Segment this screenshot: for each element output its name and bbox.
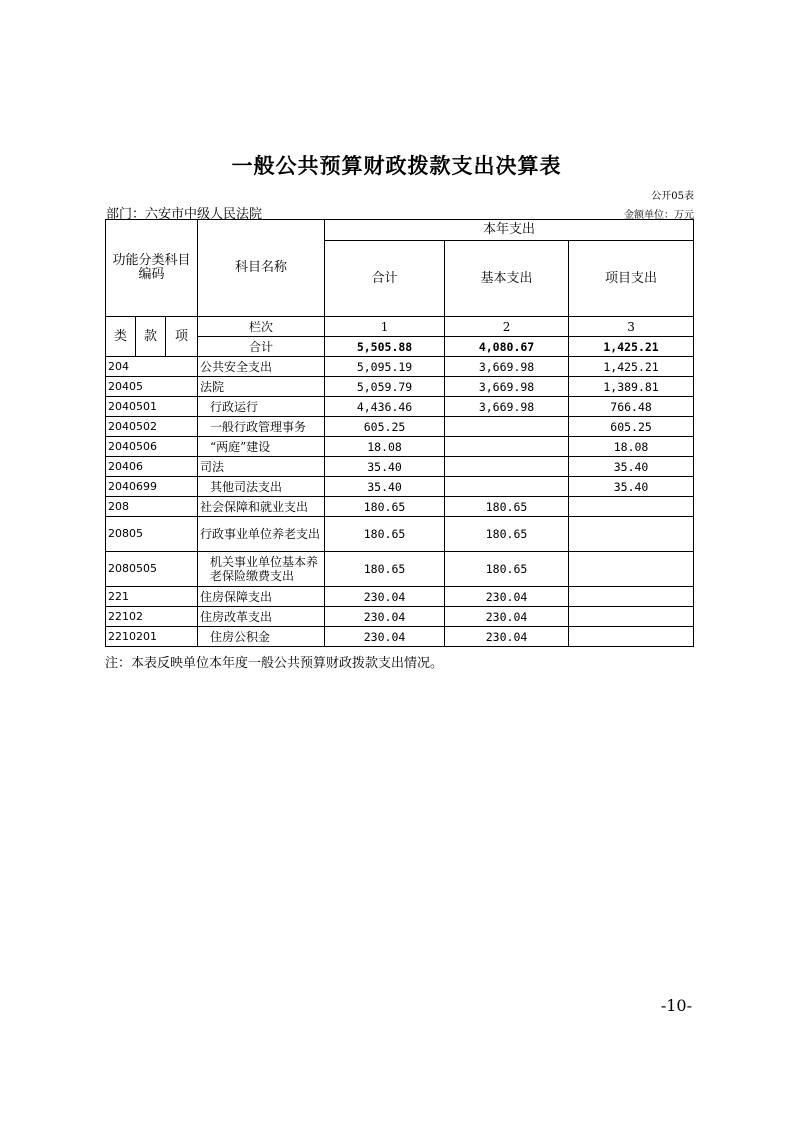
row-total: 180.65: [325, 497, 445, 517]
row-project: 605.25: [569, 417, 694, 437]
table-row: [106, 552, 694, 587]
total-row-label: 合计: [198, 337, 325, 357]
row-basic: 230.04: [445, 607, 569, 627]
row-total: 605.25: [325, 417, 445, 437]
row-total: 35.40: [325, 477, 445, 497]
row-name: 法院: [198, 377, 325, 397]
kuan-header: 款: [136, 317, 166, 357]
col-number-2: 2: [445, 317, 569, 337]
col-number-1: 1: [325, 317, 445, 337]
row-total: 5,059.79: [325, 377, 445, 397]
budget-table: [105, 219, 694, 647]
row-code: 22102: [106, 607, 198, 627]
row-code: 2210201: [106, 627, 198, 647]
row-code: 2080505: [106, 552, 198, 587]
row-basic: [445, 477, 569, 497]
row-name: 公共安全支出: [198, 357, 325, 377]
page-number: -10-: [660, 996, 692, 1015]
current-year-header: 本年支出: [325, 220, 694, 241]
table-row: [106, 437, 694, 457]
row-code: 2040699: [106, 477, 198, 497]
basic-header: 基本支出: [445, 241, 569, 317]
row-code: 2040502: [106, 417, 198, 437]
total-row-basic: 4,080.67: [445, 337, 569, 357]
row-basic: 3,669.98: [445, 377, 569, 397]
row-total: 230.04: [325, 627, 445, 647]
row-basic: [445, 457, 569, 477]
row-project: 766.48: [569, 397, 694, 417]
col-number-3: 3: [569, 317, 694, 337]
project-header: 项目支出: [569, 241, 694, 317]
department-label: 部门：六安市中级人民法院: [106, 207, 263, 222]
row-total: 5,095.19: [325, 357, 445, 377]
amount-unit: 金额单位：万元: [624, 210, 694, 221]
row-name: 行政运行: [198, 397, 325, 417]
row-name: 社会保障和就业支出: [198, 497, 325, 517]
row-project: [569, 627, 694, 647]
row-total: 180.65: [325, 552, 445, 587]
row-basic: 3,669.98: [445, 357, 569, 377]
row-code: 20405: [106, 377, 198, 397]
row-name: 住房公积金: [198, 627, 325, 647]
row-basic: 230.04: [445, 587, 569, 607]
row-code: 2040501: [106, 397, 198, 417]
row-code: 20406: [106, 457, 198, 477]
row-code: 2040506: [106, 437, 198, 457]
row-code: 20805: [106, 517, 198, 552]
row-basic: 3,669.98: [445, 397, 569, 417]
row-total: 230.04: [325, 607, 445, 627]
row-total: 35.40: [325, 457, 445, 477]
row-basic: [445, 417, 569, 437]
table-row: [106, 587, 694, 607]
row-basic: 180.65: [445, 552, 569, 587]
table-row: [106, 627, 694, 647]
footnote: 注：本表反映单位本年度一般公共预算财政拨款支出情况。: [105, 656, 444, 671]
table-row: [106, 357, 694, 377]
table-row: [106, 397, 694, 417]
table-row: [106, 497, 694, 517]
xiang-header: 项: [166, 317, 198, 357]
row-name: 其他司法支出: [198, 477, 325, 497]
total-row-project: 1,425.21: [569, 337, 694, 357]
row-project: 1,425.21: [569, 357, 694, 377]
lei-header: 类: [106, 317, 136, 357]
row-total: 230.04: [325, 587, 445, 607]
row-name: 住房保障支出: [198, 587, 325, 607]
total-header: 合计: [325, 241, 445, 317]
row-project: 35.40: [569, 477, 694, 497]
row-project: 1,389.81: [569, 377, 694, 397]
row-code: 208: [106, 497, 198, 517]
subject-name-header: 科目名称: [198, 220, 325, 317]
row-name: 司法: [198, 457, 325, 477]
table-row: [106, 377, 694, 397]
total-row-total: 5,505.88: [325, 337, 445, 357]
table-row: [106, 477, 694, 497]
row-project: [569, 497, 694, 517]
row-total: 4,436.46: [325, 397, 445, 417]
row-name: 行政事业单位养老支出: [198, 517, 325, 552]
table-row: [106, 517, 694, 552]
row-project: [569, 587, 694, 607]
row-project: 35.40: [569, 457, 694, 477]
table-row: [106, 417, 694, 437]
row-basic: [445, 437, 569, 457]
row-total: 180.65: [325, 517, 445, 552]
row-name: 住房改革支出: [198, 607, 325, 627]
func-code-header: 功能分类科目编码: [106, 220, 198, 317]
table-row: [106, 607, 694, 627]
row-name: 机关事业单位基本养老保险缴费支出: [198, 552, 325, 587]
row-basic: 230.04: [445, 627, 569, 647]
row-code: 204: [106, 357, 198, 377]
row-basic: 180.65: [445, 517, 569, 552]
row-project: [569, 552, 694, 587]
table-row: [106, 457, 694, 477]
row-basic: 180.65: [445, 497, 569, 517]
row-project: [569, 517, 694, 552]
row-project: 18.08: [569, 437, 694, 457]
column-order-label: 栏次: [198, 317, 325, 337]
page-title: 一般公共预算财政拨款支出决算表: [231, 153, 562, 178]
row-project: [569, 607, 694, 627]
row-name: 一般行政管理事务: [198, 417, 325, 437]
row-code: 221: [106, 587, 198, 607]
form-number: 公开05表: [651, 191, 694, 202]
row-name: “两庭”建设: [198, 437, 325, 457]
row-total: 18.08: [325, 437, 445, 457]
